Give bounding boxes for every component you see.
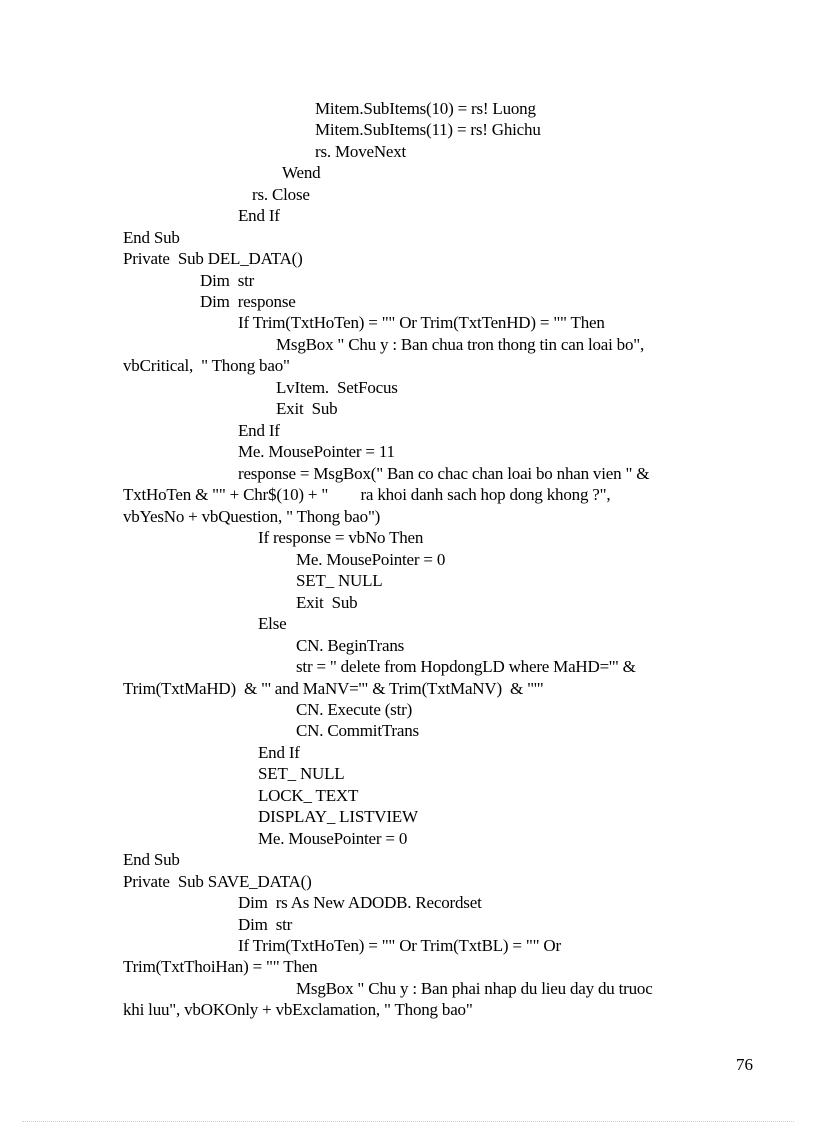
code-line: vbYesNo + vbQuestion, " Thong bao"): [123, 507, 381, 526]
code-line: LOCK_ TEXT: [258, 786, 359, 805]
code-line: Me. MousePointer = 11: [238, 442, 395, 461]
code-line: response = MsgBox(" Ban co chac chan loai bo nhan vien " &: [238, 464, 650, 483]
code-line: MsgBox " Chu y : Ban chua tron thong tin can loai bo",: [276, 335, 645, 354]
code-line: Private Sub SAVE_DATA(): [123, 872, 312, 891]
code-line: Me. MousePointer = 0: [296, 550, 446, 569]
code-line: SET_ NULL: [258, 764, 345, 783]
code-line: LvItem. SetFocus: [276, 378, 398, 397]
code-line: If response = vbNo Then: [258, 528, 424, 547]
code-line: End Sub: [123, 228, 180, 247]
code-line: If Trim(TxtHoTen) = "" Or Trim(TxtTenHD) = "" Then: [238, 313, 605, 332]
page-number: 76: [736, 1055, 753, 1074]
code-line: Else: [258, 614, 287, 633]
code-line: rs. Close: [252, 185, 310, 204]
code-line: CN. Execute (str): [296, 700, 413, 719]
code-line: End If: [238, 206, 280, 225]
code-line: vbCritical, " Thong bao": [123, 356, 290, 375]
code-line: End If: [258, 743, 300, 762]
code-line: Wend: [282, 163, 321, 182]
code-line: DISPLAY_ LISTVIEW: [258, 807, 418, 826]
code-line: khi luu", vbOKOnly + vbExclamation, " Thong bao": [123, 1000, 473, 1019]
code-line: Exit Sub: [276, 399, 338, 418]
code-line: Trim(TxtThoiHan) = "" Then: [123, 957, 318, 976]
code-line: End If: [238, 421, 280, 440]
code-line: rs. MoveNext: [315, 142, 407, 161]
code-line: Trim(TxtMaHD) & "' and MaNV='" & Trim(TxtMaNV) & "'": [123, 679, 544, 698]
code-line: Dim rs As New ADODB. Recordset: [238, 893, 482, 912]
code-line: Exit Sub: [296, 593, 358, 612]
code-line: Me. MousePointer = 0: [258, 829, 408, 848]
code-line: Private Sub DEL_DATA(): [123, 249, 303, 268]
code-line: CN. CommitTrans: [296, 721, 419, 740]
code-line: Dim response: [200, 292, 296, 311]
code-line: str = " delete from HopdongLD where MaHD='" &: [296, 657, 636, 676]
code-line: SET_ NULL: [296, 571, 383, 590]
code-line: End Sub: [123, 850, 180, 869]
code-line: If Trim(TxtHoTen) = "" Or Trim(TxtBL) = "" Or: [238, 936, 561, 955]
code-line: MsgBox " Chu y : Ban phai nhap du lieu day du truoc: [296, 979, 653, 998]
code-line: TxtHoTen & "" + Chr$(10) + " ra khoi danh sach hop dong khong ?",: [123, 485, 611, 504]
code-line: Dim str: [238, 915, 293, 934]
page-bottom-rule: [22, 1121, 794, 1122]
code-line: CN. BeginTrans: [296, 636, 405, 655]
code-line: Mitem.SubItems(10) = rs! Luong: [315, 99, 536, 118]
code-line: Dim str: [200, 271, 255, 290]
code-line: Mitem.SubItems(11) = rs! Ghichu: [315, 120, 541, 139]
